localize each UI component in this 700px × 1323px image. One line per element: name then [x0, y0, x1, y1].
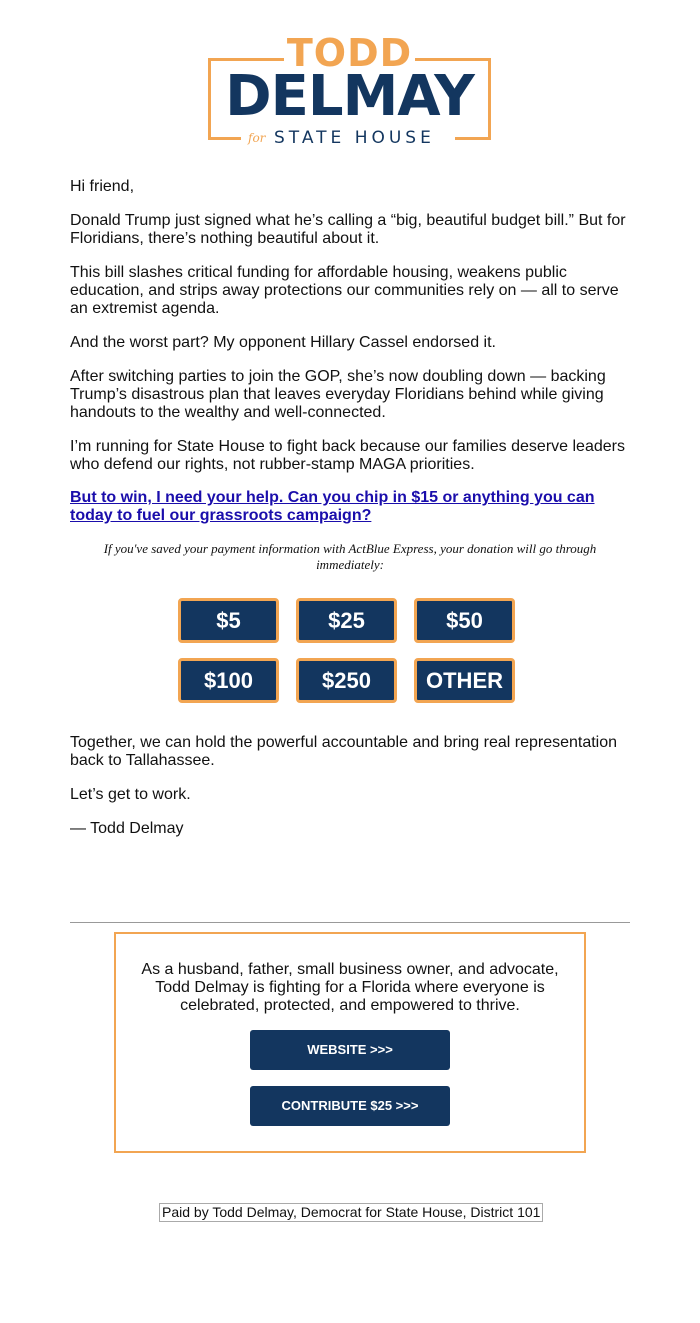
- logo-for: for: [248, 131, 266, 145]
- paragraph-3-text: And the worst part? My opponent Hillary Cassel endorsed it.: [70, 334, 496, 351]
- donate-5-button[interactable]: $5: [178, 598, 279, 643]
- donate-100-button[interactable]: $100: [178, 658, 279, 703]
- greeting-text: Hi friend,: [70, 178, 135, 195]
- greeting: [70, 178, 632, 196]
- footer-box: [114, 932, 586, 1153]
- paid-for-disclaimer: Paid by Todd Delmay, Democrat for State House, District 101: [159, 1203, 543, 1222]
- paragraph-3: [70, 334, 632, 352]
- logo-office: STATE HOUSE: [274, 128, 435, 148]
- paragraph-5: [70, 438, 632, 474]
- actblue-express-note: If you've saved your payment information with ActBlue Express, your donation will go through immediately:: [103, 541, 597, 572]
- donate-250-button[interactable]: $250: [296, 658, 397, 703]
- contribute-button[interactable]: CONTRIBUTE $25 >>>: [250, 1086, 450, 1126]
- paragraph-7: [70, 786, 632, 804]
- paragraph-2: [70, 264, 632, 318]
- logo-last-name: DELMAY: [225, 64, 474, 129]
- donate-other-button[interactable]: OTHER: [414, 658, 515, 703]
- logo-frame-bottom-left: [208, 137, 241, 140]
- logo-frame-bottom-right: [455, 137, 491, 140]
- paragraph-4-text: After switching parties to join the GOP, she’s now doubling down — backing Trump’s disastrous plan that leaves everyday Floridians behind while giving handouts to the wealthy and well-connected.: [70, 368, 606, 421]
- donate-ask-link[interactable]: But to win, I need your help. Can you chip in $15 or anything you can today to fuel our grassroots campaign?: [70, 489, 595, 524]
- paragraph-5-text: I’m running for State House to fight back because our families deserve leaders who defend our rights, not rubber-stamp MAGA priorities.: [70, 438, 625, 473]
- paragraph-4: [70, 368, 632, 422]
- paragraph-1-text: Donald Trump just signed what he’s calling a “big, beautiful budget bill.” But for Floridians, there’s nothing beautiful about it.: [70, 212, 626, 247]
- donate-25-button[interactable]: $25: [296, 598, 397, 643]
- paragraph-6-text: Together, we can hold the powerful accountable and bring real representation back to Tallahassee.: [70, 734, 618, 769]
- paragraph-6: [70, 734, 632, 770]
- paragraph-7-text: Let’s get to work.: [70, 786, 191, 803]
- paragraph-2-text: This bill slashes critical funding for affordable housing, weakens public education, and strips away protections our communities rely on — all to serve an extremist agenda.: [70, 264, 619, 317]
- candidate-bio: As a husband, father, small business owner, and advocate, Todd Delmay is fighting for a Florida where everyone is celebrated, protected, and empowered to thrive.: [141, 961, 559, 1014]
- logo-first-name: TODD: [286, 31, 413, 75]
- website-button[interactable]: WEBSITE >>>: [250, 1030, 450, 1070]
- campaign-logo: [208, 33, 491, 146]
- footer-divider: [70, 922, 630, 923]
- signature: [70, 820, 632, 838]
- paragraph-1: [70, 212, 632, 248]
- donate-50-button[interactable]: $50: [414, 598, 515, 643]
- signature-text: — Todd Delmay: [70, 820, 184, 837]
